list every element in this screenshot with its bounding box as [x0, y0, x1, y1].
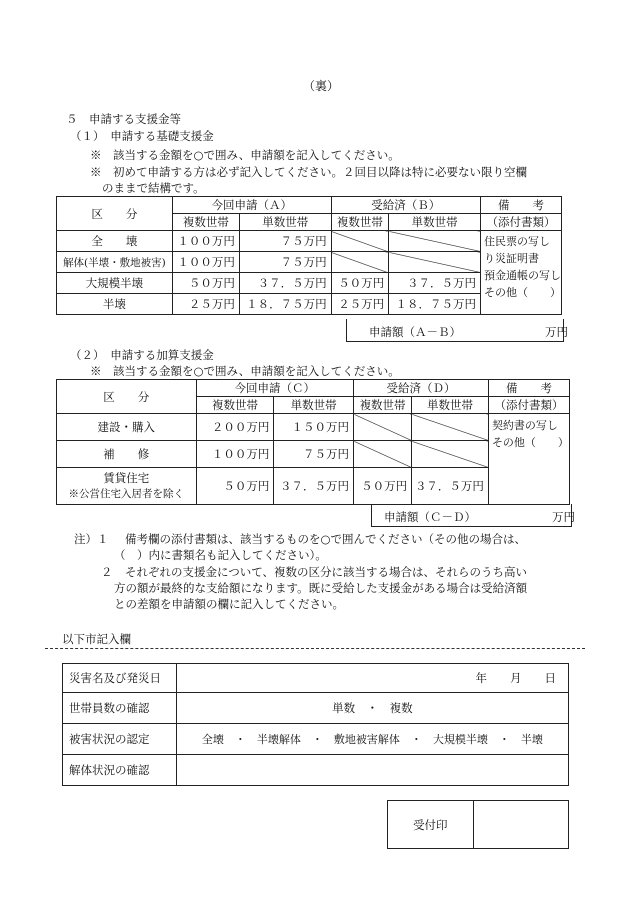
amount-option[interactable]: ３７．５万円	[274, 468, 354, 505]
remarks-cell	[480, 231, 561, 315]
row-label: 大規模半壊	[57, 273, 173, 294]
sub-single: 単数世帯	[274, 397, 354, 414]
amount-option[interactable]: ２５万円	[331, 294, 389, 315]
table-row	[63, 664, 569, 693]
amount-option[interactable]: ５０万円	[331, 273, 389, 294]
amount-option[interactable]: ３７．５万円	[412, 468, 489, 505]
diagonal-cell	[389, 231, 481, 252]
apply-amount-label: 申請額（Ｃ－Ｄ）	[384, 510, 476, 524]
cut-line	[45, 648, 585, 649]
remarks-item[interactable]: 住民票の写し	[483, 235, 550, 248]
table-row	[63, 693, 569, 724]
table-row	[63, 755, 569, 786]
sub2-heading: （２） 申請する加算支援金	[70, 348, 214, 362]
note1-line2: （ ）内に書類名も記入してください）。	[114, 548, 327, 562]
sub-multi: 複数世帯	[331, 214, 389, 231]
amount-option[interactable]: １５０万円	[274, 414, 354, 441]
sub-multi: 複数世帯	[172, 214, 239, 231]
row-label: 全 壊	[57, 231, 173, 252]
apply-amount-cd-box[interactable]	[371, 504, 575, 527]
col-current: 今回申請（Ａ）	[172, 197, 331, 214]
amount-option[interactable]: ３７．５万円	[389, 273, 481, 294]
page-marker: （裏）	[303, 79, 340, 93]
diagonal-cell	[412, 414, 489, 441]
remarks-item[interactable]: 預金通帳の写し	[483, 269, 561, 282]
table-row	[63, 724, 569, 755]
apply-amount-ab-box[interactable]	[346, 319, 568, 342]
sub-single: 単数世帯	[389, 214, 481, 231]
amount-option[interactable]: １８．７５万円	[239, 294, 331, 315]
col-received: 受給済（Ｄ）	[354, 380, 489, 397]
col-current: 今回申請（Ｃ）	[196, 380, 353, 397]
city-row-label: 災害名及び発災日	[63, 664, 177, 693]
additional-support-table	[56, 379, 570, 505]
apply-amount-unit: 万円	[545, 325, 568, 339]
stamp-area[interactable]	[473, 801, 568, 849]
diagonal-cell	[331, 231, 389, 252]
amount-option[interactable]: １００万円	[196, 441, 274, 468]
note2-line3: との差額を申請額の欄に記入してください。	[114, 597, 344, 611]
amount-option[interactable]: ２００万円	[196, 414, 274, 441]
city-row-label: 被害状況の認定	[63, 724, 177, 755]
basic-support-table	[56, 196, 562, 315]
reception-stamp-box	[387, 800, 569, 849]
diagonal-cell	[354, 414, 412, 441]
sub-single: 単数世帯	[412, 397, 489, 414]
row-label: 建設・購入	[57, 414, 197, 441]
amount-option[interactable]: ７５万円	[239, 231, 331, 252]
col-received: 受給済（Ｂ）	[331, 197, 480, 214]
amount-option[interactable]: ２５万円	[172, 294, 239, 315]
remarks-item[interactable]: 契約書の写し	[491, 419, 558, 432]
sub-single: 単数世帯	[239, 214, 331, 231]
sub-multi: 複数世帯	[354, 397, 412, 414]
col-kubun: 区 分	[57, 380, 197, 414]
col-remarks: 備 考	[488, 380, 569, 397]
diagonal-cell	[331, 252, 389, 273]
city-section-heading: 以下市記入欄	[62, 632, 131, 646]
row-label-note: ※公営住宅入居者を除く	[68, 488, 185, 500]
sub1-note2-line1: ※ 初めて申請する方は必ず記入してください。２回目以降は特に必要ない限り空欄	[90, 165, 527, 179]
note2-line1: それぞれの支援金について、複数の区分に該当する場合は、それらのうち高い	[125, 565, 528, 579]
amount-option[interactable]: ３７．５万円	[239, 273, 331, 294]
section5-heading: ５ 申請する支援金等	[66, 112, 181, 126]
city-table	[62, 663, 569, 786]
row-label-main: 賃貸住宅	[103, 471, 150, 485]
amount-option[interactable]: １００万円	[172, 252, 239, 273]
amount-option[interactable]: １８．７５万円	[389, 294, 481, 315]
row-label: 半壊	[57, 294, 173, 315]
amount-option[interactable]: ７５万円	[239, 252, 331, 273]
sub1-note2-line2: のままで結構です。	[102, 181, 205, 195]
amount-option[interactable]: １００万円	[172, 231, 239, 252]
amount-option[interactable]: ７５万円	[274, 441, 354, 468]
remarks-item[interactable]: その他（ ）	[491, 436, 569, 449]
note2-line2: 方の額が最終的な支給額になります。既に受給した支援金がある場合は受給済額	[114, 581, 528, 595]
remarks-item[interactable]: り災証明書	[483, 252, 539, 265]
diagonal-cell	[389, 252, 481, 273]
city-row-label: 世帯員数の確認	[63, 693, 177, 724]
remarks-item[interactable]: その他（ ）	[483, 286, 561, 299]
sub1-heading: （１） 申請する基礎支援金	[70, 129, 214, 143]
note1-line1: 備考欄の添付書類は、該当するものを○で囲んでください（その他の場合は、	[125, 532, 527, 546]
remarks-cell	[488, 414, 569, 505]
stamp-label: 受付印	[388, 801, 474, 849]
sub2-note1: ※ 該当する金額を○で囲み、申請額を記入してください。	[90, 364, 400, 378]
amount-option[interactable]: ５０万円	[354, 468, 412, 505]
sub-multi: 複数世帯	[196, 397, 274, 414]
table-row	[57, 231, 562, 252]
damage-status-options[interactable]: 全壊 ・ 半壊解体 ・ 敷地被害解体 ・ 大規模半壊 ・ 半壊	[176, 724, 568, 755]
apply-amount-unit: 万円	[552, 510, 575, 524]
sub1-note1: ※ 該当する金額を○で囲み、申請額を記入してください。	[90, 148, 400, 162]
diagonal-cell	[354, 441, 412, 468]
col-kubun: 区 分	[57, 197, 173, 231]
household-count-options[interactable]: 単数 ・ 複数	[176, 693, 568, 724]
amount-option[interactable]: ５０万円	[196, 468, 274, 505]
amount-option[interactable]: ５０万円	[172, 273, 239, 294]
note2-prefix: ２	[101, 565, 113, 579]
city-row-label: 解体状況の確認	[63, 755, 177, 786]
col-remarks-sub: （添付書類）	[488, 397, 569, 414]
col-remarks: 備 考	[480, 197, 561, 214]
disaster-date-field[interactable]: 年 月 日	[176, 664, 568, 693]
row-label: 解体(半壊・敷地被害)	[57, 252, 173, 273]
row-label: 補 修	[57, 441, 197, 468]
notes-prefix: 注）１	[74, 532, 109, 546]
diagonal-cell	[412, 441, 489, 468]
table-row	[57, 414, 570, 441]
demolition-status-field[interactable]	[176, 755, 568, 786]
row-label	[57, 468, 197, 505]
col-remarks-sub: （添付書類）	[480, 214, 561, 231]
apply-amount-label: 申請額（Ａ－Ｂ）	[369, 325, 461, 339]
